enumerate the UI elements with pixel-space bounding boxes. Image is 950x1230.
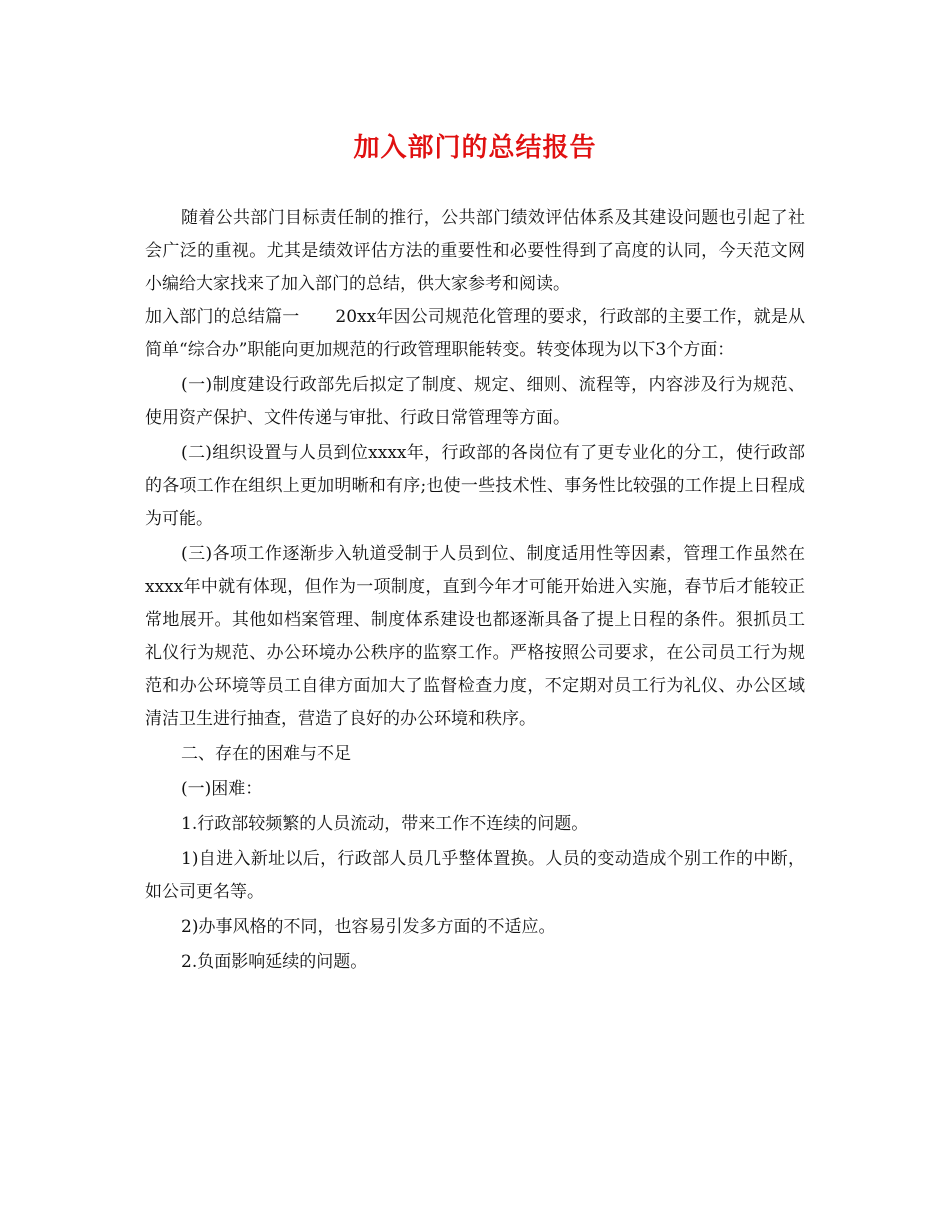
intro-paragraph: 随着公共部门目标责任制的推行，公共部门绩效评估体系及其建设问题也引起了社会广泛的重视。尤其是绩效评估方法的重要性和必要性得到了高度的认同，今天范文网小编给大家找来了加入部门的总结，供大家参考和阅读。 (145, 208, 805, 294)
item-1-paragraph: (一)制度建设行政部先后拟定了制度、规定、细则、流程等，内容涉及行为规范、使用资产保护、文件传递与审批、行政日常管理等方面。 (145, 375, 805, 428)
point-2: 2.负面影响延续的问题。 (181, 952, 368, 972)
point-1b: 2)办事风格的不同，也容易引发多方面的不适应。 (181, 917, 556, 937)
section-label: 加入部门的总结篇一 (145, 307, 300, 327)
document-title: 加入部门的总结报告 (353, 133, 597, 163)
section-paragraph (145, 301, 805, 367)
point-1: 1.行政部较频繁的人员流动，带来工作不连续的问题。 (181, 814, 589, 834)
item-3-paragraph: (三)各项工作逐渐步入轨道受制于人员到位、制度适用性等因素，管理工作虽然在xxxx年中就有体现，但作为一项制度，直到今年才可能开始进入实施，春节后才能较正常地展开。其他如档案管理、制度体系建设也都逐渐具备了提上日程的条件。狠抓员工礼仪行为规范、办公环境办公秩序的监察工作。严格按照公司要求，在公司员工行为规范和办公环境等员工自律方面加大了监督检查力度，不定期对员工行为礼仪、办公区域清洁卫生进行抽查，营造了良好的办公环境和秩序。 (145, 544, 805, 729)
heading-2: 二、存在的困难与不足 (181, 744, 351, 764)
section-text: 20xx年因公司规范化管理的要求，行政部的主要工作，就是从简单“综合办”职能向更加规范的行政管理职能转变。转变体现为以下3个方面： (145, 307, 805, 360)
document-body (145, 202, 805, 979)
point-1a: 1)自进入新址以后，行政部人员几乎整体置换。人员的变动造成个别工作的中断，如公司更名等。 (145, 849, 805, 902)
subheading-1: (一)困难： (181, 779, 263, 799)
item-2-paragraph: (二)组织设置与人员到位xxxx年，行政部的各岗位有了更专业化的分工，使行政部的各项工作在组织上更加明晰和有序;也使一些技术性、事务性比较强的工作提上日程成为可能。 (145, 443, 805, 529)
